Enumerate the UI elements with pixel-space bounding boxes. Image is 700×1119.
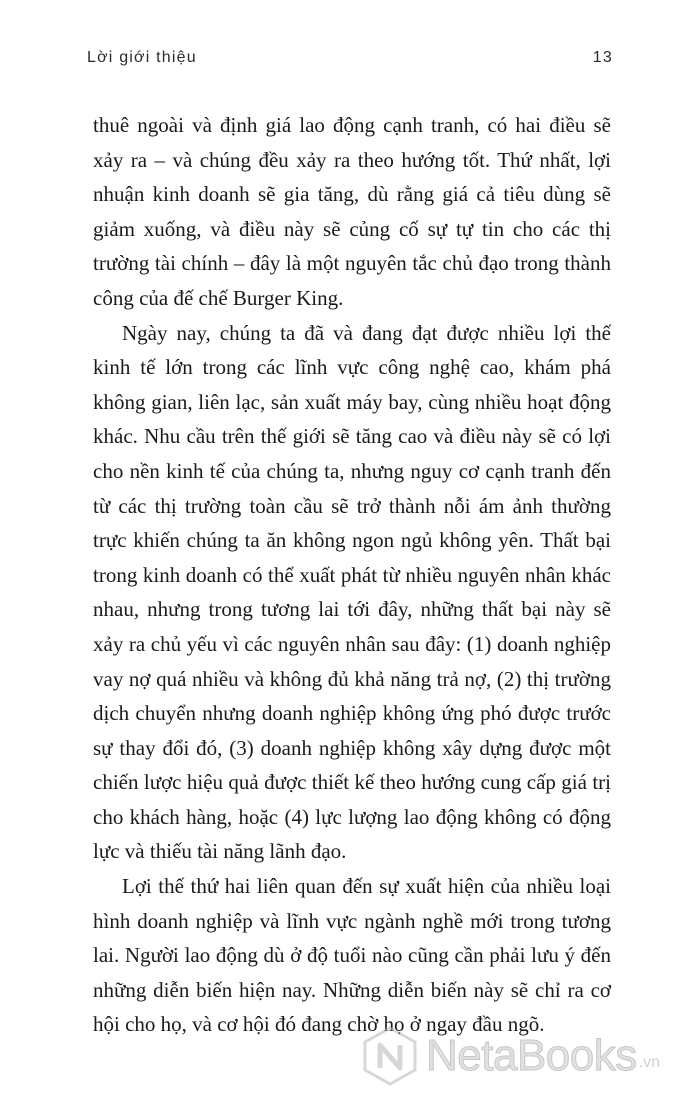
- paragraph: thuê ngoài và định giá lao động cạnh tranh, có hai điều sẽ xảy ra – và chúng đều xảy ra theo hướng tốt. Thứ nhất, lợi nhuận kinh doanh sẽ gia tăng, dù rằng giá cả tiêu dùng sẽ giảm xuống, và điều này sẽ củng cố sự tự tin cho các thị trường tài chính – đây là một nguyên tắc chủ đạo trong thành công của đế chế Burger King.: [93, 113, 611, 310]
- running-header: [87, 44, 613, 72]
- watermark-suffix: .vn: [638, 1054, 661, 1071]
- chapter-title: Lời giới thiệu: [87, 49, 197, 66]
- paragraph: Ngày nay, chúng ta đã và đang đạt được nhiều lợi thế kinh tế lớn trong các lĩnh vực công nghệ cao, khám phá không gian, liên lạc, sản xuất máy bay, cùng nhiều hoạt động khác. Nhu cầu trên thế giới sẽ tăng cao và điều này sẽ có lợi cho nền kinh tế của chúng ta, nhưng nguy cơ cạnh tranh đến từ các thị trường toàn cầu sẽ trở thành nỗi ám ảnh thường trực khiến chúng ta ăn không ngon ngủ không yên. Thất bại trong kinh doanh có thể xuất phát từ nhiều nguyên nhân khác nhau, nhưng trong tương lai tới đây, những thất bại này sẽ xảy ra chủ yếu vì các nguyên nhân sau đây: (1) doanh nghiệp vay nợ quá nhiều và không đủ khả năng trả nợ, (2) thị trường dịch chuyển nhưng doanh nghiệp không ứng phó được trước sự thay đổi đó, (3) doanh nghiệp không xây dựng được một chiến lược hiệu quả được thiết kế theo hướng cung cấp giá trị cho khách hàng, hoặc (4) lực lượng lao động không có động lực và thiếu tài năng lãnh đạo.: [93, 320, 611, 864]
- watermark-brand: NetaBooks: [426, 1031, 637, 1080]
- paragraph: Lợi thế thứ hai liên quan đến sự xuất hiện của nhiều loại hình doanh nghiệp và lĩnh vực ngành nghề mới trong tương lai. Người lao động dù ở độ tuổi nào cũng cần phải lưu ý đến những diễn biến hiện nay. Những diễn biến này sẽ chỉ ra cơ hội cho họ, và cơ hội đó đang chờ họ ở ngay đầu ngõ.: [93, 874, 611, 1037]
- netabooks-n-logo-icon: [362, 1026, 418, 1086]
- page-body: [93, 108, 611, 1042]
- page-number: 13: [592, 49, 613, 66]
- watermark: [362, 1026, 660, 1086]
